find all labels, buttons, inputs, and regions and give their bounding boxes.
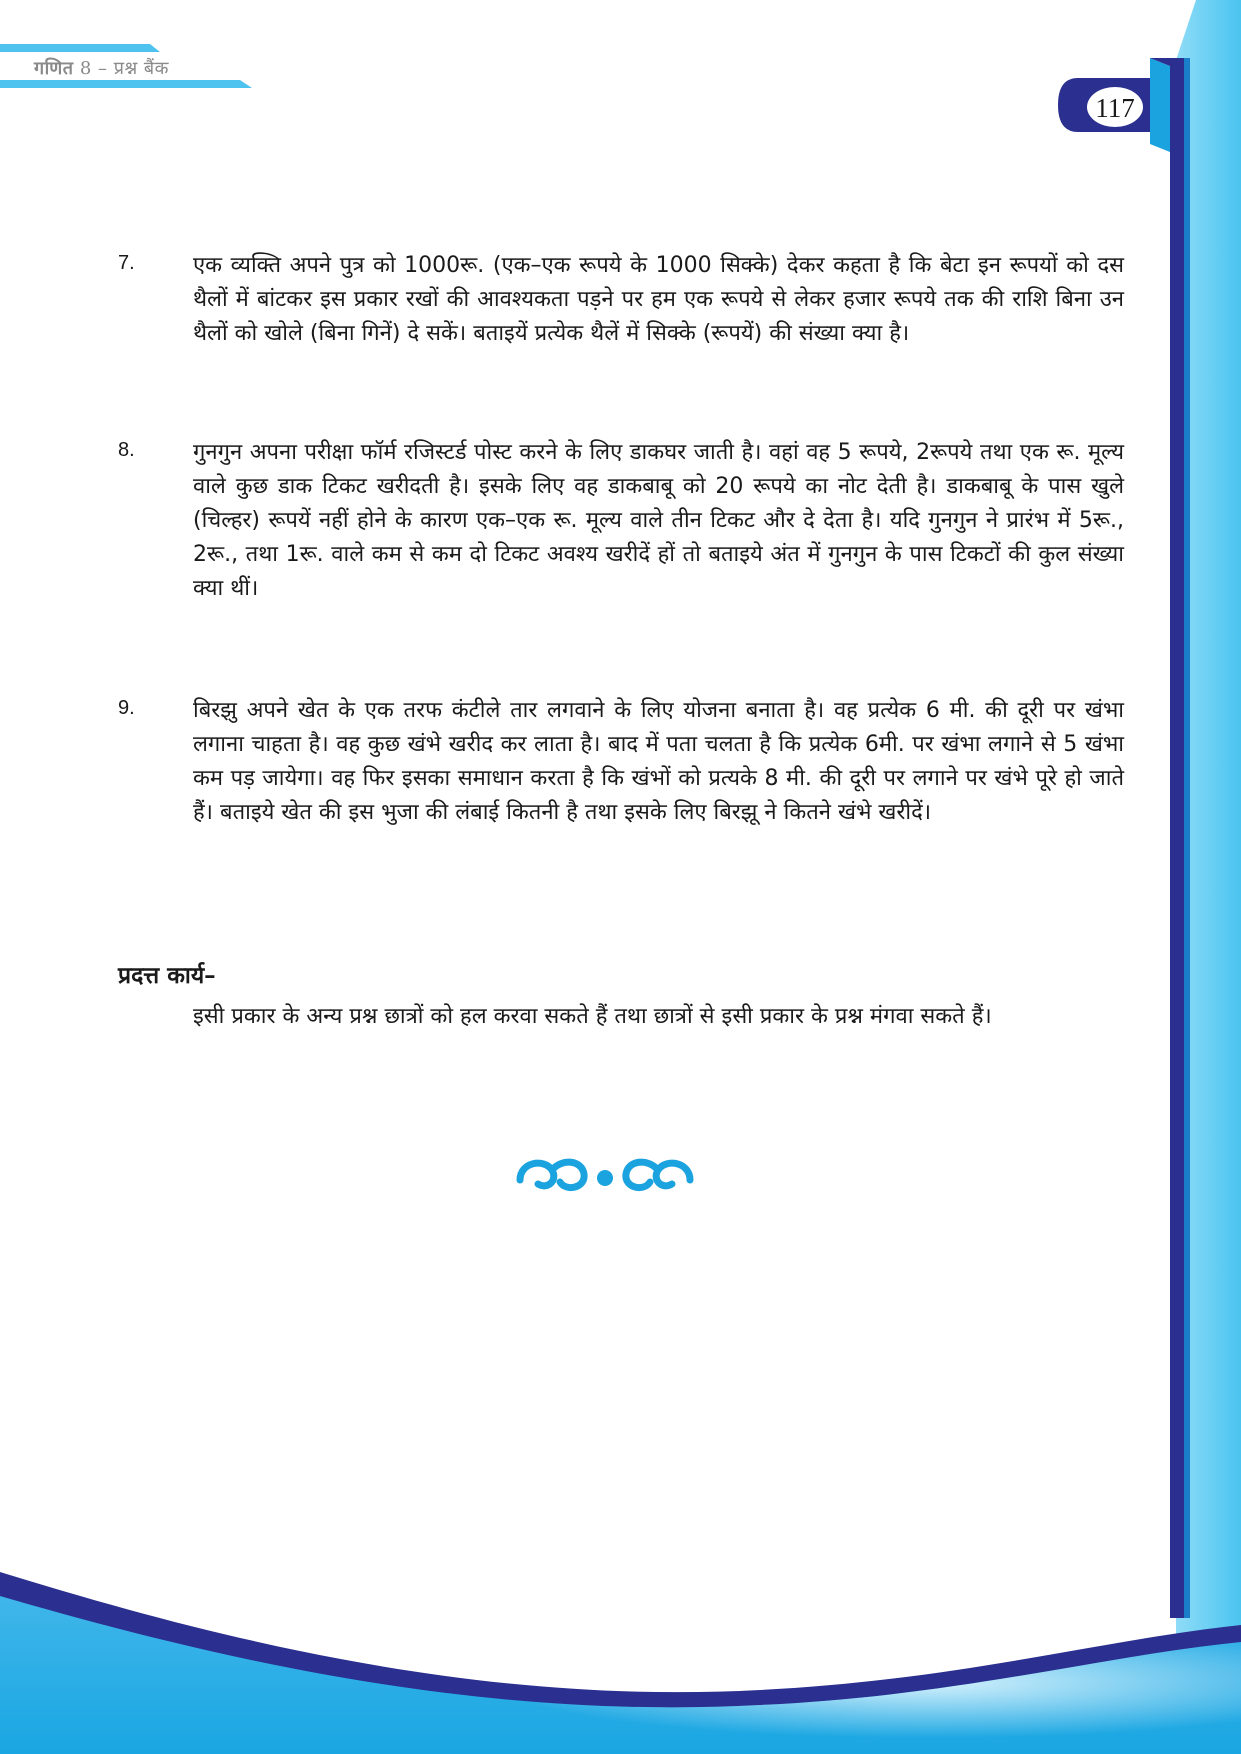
question-number: 9.: [118, 697, 135, 719]
bottom-wave: [0, 1572, 1241, 1754]
right-side-band: [1170, 0, 1241, 1754]
question-number: 7.: [118, 252, 135, 274]
end-ornament-icon: [510, 1150, 700, 1196]
question-text: बिरझु अपने खेत के एक तरफ कंटीले तार लगवाने के लिए योजना बनाता है। वह प्रत्येक 6 मी. की दूरी पर खंभा लगाना चाहता है। वह कुछ खंभे खरीद कर लाता है। बाद में पता चलता है कि प्रत्येक 6मी. पर खंभा लगाने से 5 खंभा कम पड़ जायेगा। वह फिर इसका समाधान करता है कि खंभों को प्रत्यके 8 मी. की दूरी पर लगाने पर खंभे पूरे हो जाते हैं। बताइये खेत की इस भुजा की लंबाई कितनी है तथा इसके लिए बिरझू ने कितने खंभे खरीदें।: [193, 698, 1124, 825]
question-text: एक व्यक्ति अपने पुत्र को 1000रू. (एक–एक रूपये के 1000 सिक्के) देकर कहता है कि बेटा इन रूपयों को दस थैलों में बांटकर इस प्रकार रखों की आवश्यकता पड़ने पर हम एक रूपये से लेकर हजार रूपये तक की राशि बिना उन थैलों को खोले (बिना गिनें) दे सकें। बताइयें प्रत्येक थैलें में सिक्के (रूपयें) की संख्या क्या है।: [193, 253, 1124, 346]
header-book-title: गणित: [34, 58, 74, 79]
question-number: 8.: [118, 439, 135, 461]
task-heading: प्रदत्त कार्य–: [118, 962, 216, 989]
question-text: गुनगुन अपना परीक्षा फॉर्म रजिस्टर्ड पोस्ट करने के लिए डाकघर जाती है। वहां वह 5 रूपये, 2रूपये तथा एक रू. मूल्य वाले कुछ डाक टिकट खरीदती है। इसके लिए वह डाकबाबू को 20 रूपये का नोट देती है। डाकबाबू के पास खुले (चिल्हर) रूपयें नहीं होने के कारण एक–एक रू. मूल्य वाले तीन टिकट और दे देता है। यदि गुनगुन ने प्रारंभ में 5रू., 2रू., तथा 1रू. वाले कम से कम दो टिकट अवश्य खरीदें हों तो बताइये अंत में गुनगुन के पास टिकटों की कुल संख्या क्या थीं।: [193, 440, 1124, 601]
header-subtitle: 8 – प्रश्न बैंक: [79, 58, 169, 79]
task-text: इसी प्रकार के अन्य प्रश्न छात्रों को हल करवा सकते हैं तथा छात्रों से इसी प्रकार के प्रश्न मंगवा सकते हैं।: [193, 1004, 992, 1029]
page-number: 117: [1095, 93, 1135, 123]
running-header: [34, 56, 169, 80]
